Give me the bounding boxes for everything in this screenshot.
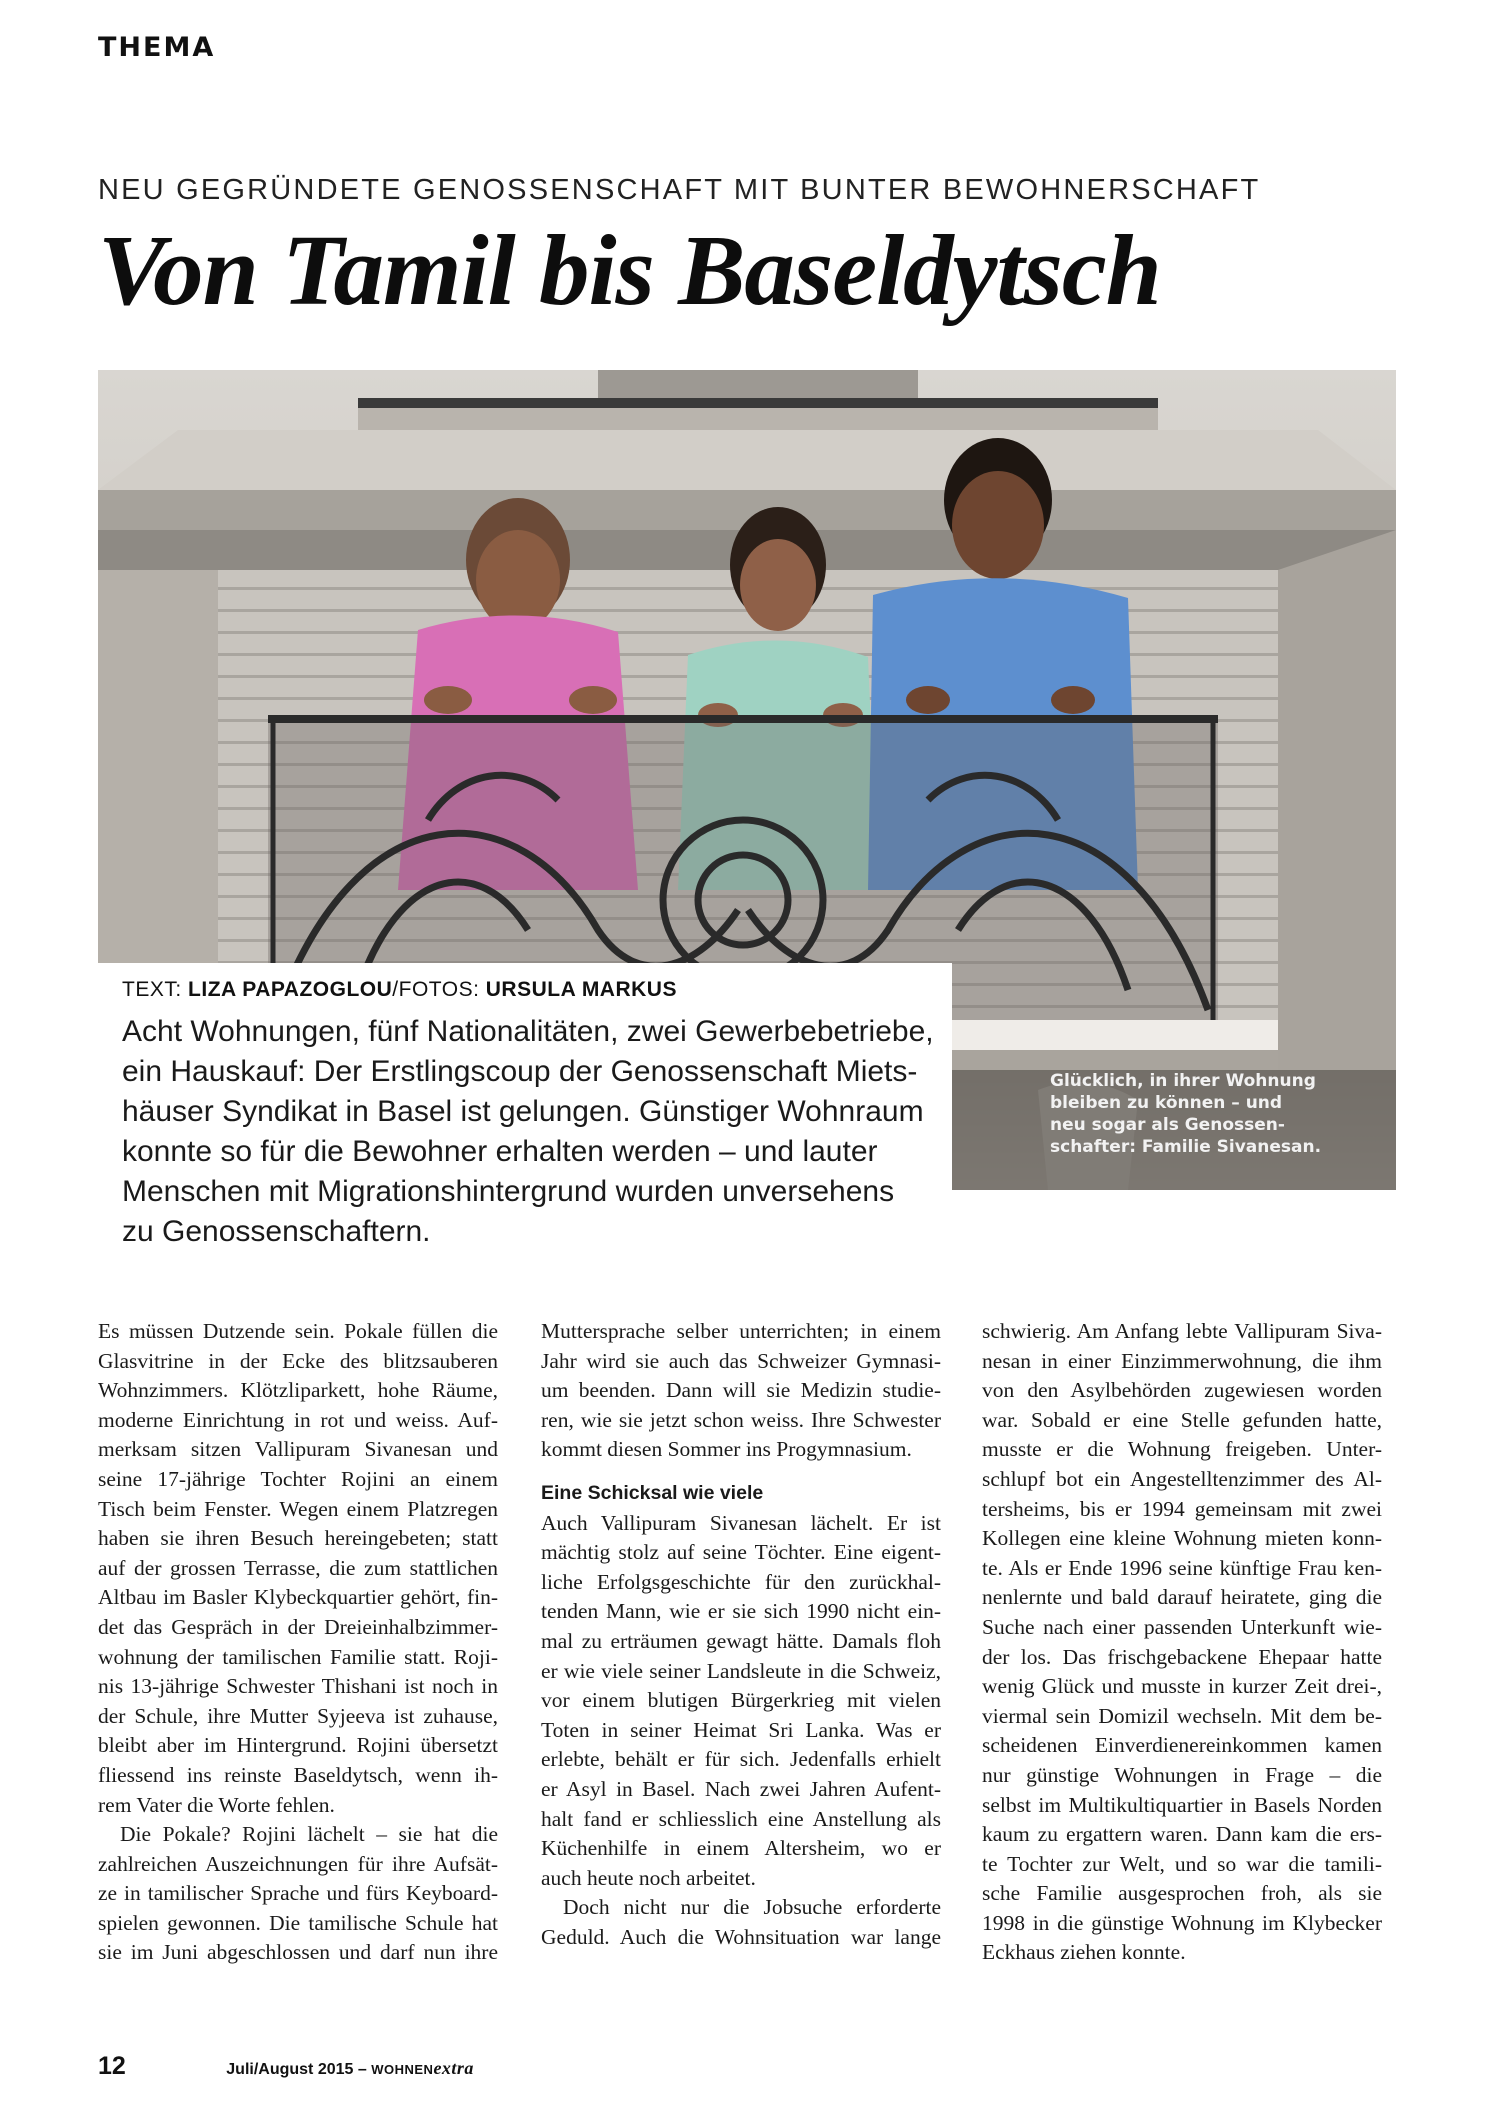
body-line: moderne Einrichtung in rot und weiss. Auf- (98, 1407, 498, 1432)
body-line: halt fand er schliesslich eine Anstellung als (541, 1806, 941, 1831)
caption-line: neu sogar als Genossen- (1050, 1115, 1285, 1135)
body-line: Muttersprache selber unterrichten; in einem (541, 1319, 941, 1343)
body-line: det das Gespräch in der Dreieinhalbzimmer- (98, 1614, 498, 1639)
byline-text-author: LIZA PAPAZOGLOU (188, 978, 393, 1001)
body-line: viermal sein Domizil wechseln. Mit dem be- (982, 1703, 1382, 1728)
lead-line: konnte so für die Bewohner erhalten werden – und lauter (122, 1135, 878, 1168)
body-line: Auch Vallipuram Sivanesan lächelt. Er ist (541, 1510, 941, 1535)
body-line: haben sie ihren Besuch hereingebeten; statt (98, 1526, 498, 1551)
body-line: kommt diesen Sommer ins Progymnasium. (541, 1437, 912, 1462)
page-footer (98, 2052, 474, 2081)
body-line: zahlreichen Auszeichnungen für ihre Aufsät- (98, 1851, 498, 1876)
body-line: ze in tamilischer Sprache und fürs Keyboard- (98, 1881, 498, 1906)
body-line: Es müssen Dutzende sein. Pokale füllen die (98, 1319, 498, 1343)
body-line: seine 17-jährige Tochter Rojini an einem (98, 1466, 498, 1491)
body-line: musste er die Wohnung freigeben. Unter- (982, 1437, 1382, 1462)
body-line: vor einem blutigen Bürgerkrieg mit vielen (541, 1688, 941, 1713)
byline (122, 978, 677, 1002)
caption-line: schafter: Familie Sivanesan. (1050, 1137, 1322, 1157)
photo-caption (1050, 1070, 1380, 1158)
byline-photo-author: URSULA MARKUS (485, 978, 677, 1001)
body-line: te Tochter zur Welt, und so war die tamili- (982, 1851, 1382, 1876)
body-line: tersheims, bis er 1994 gemeinsam mit zwei (982, 1496, 1382, 1521)
section-label: THEMA (98, 32, 216, 63)
body-line: kaum zu ergattern waren. Dann kam die ers- (982, 1822, 1382, 1847)
body-line: spielen gewonnen. Die tamilische Schule hat (98, 1910, 498, 1935)
body-line: Eckhaus ziehen konnte. (982, 1940, 1186, 1965)
body-line: tenden Mann, wie er sie sich 1990 nicht ein- (541, 1599, 941, 1624)
issue-date: Juli/August 2015 – (226, 2061, 367, 2078)
body-line: rem Vater die Worte fehlen. (98, 1792, 335, 1817)
body-line: er wie viele seiner Landsleute in die Schweiz, (541, 1658, 941, 1683)
body-line: Jahr wird sie auch das Schweizer Gymnasi- (541, 1348, 941, 1373)
body-line: Die Pokale? Rojini lächelt – sie hat die (120, 1822, 498, 1847)
page-number: 12 (98, 2052, 126, 2080)
byline-photo-label: /FOTOS: (392, 978, 480, 1001)
body-line: bleibt aber im Hintergrund. Rojini übersetzt (98, 1733, 498, 1758)
brand-part-b: extra (433, 2058, 474, 2078)
body-line: Kollegen eine kleine Wohnung mieten konn- (982, 1526, 1382, 1551)
body-line: scheidenen Einverdienereinkommen kamen (982, 1733, 1382, 1758)
body-line: erlebte, behält er für sich. Jedenfalls erhielt (541, 1747, 941, 1772)
body-line: sche Familie ausgesprochen froh, als sie (982, 1881, 1382, 1906)
body-line: von den Asylbehörden zugewiesen worden (982, 1378, 1382, 1403)
body-line: wenig Glück und musste in kurzer Zeit drei-, (982, 1674, 1382, 1699)
body-line: Altbau im Basler Klybeckquartier gehört, fin- (98, 1585, 498, 1610)
body-line: mächtig stolz auf seine Töchter. Eine eigent- (541, 1540, 941, 1565)
body-line: nenlernte und bald darauf heiratete, ging die (982, 1585, 1382, 1610)
article-headline: Von Tamil bis Baseldytsch (98, 214, 1161, 326)
magazine-brand (371, 2058, 474, 2078)
lead-line: Menschen mit Migrationshintergrund wurden unversehens (122, 1175, 895, 1208)
body-line: sie im Juni abgeschlossen und darf nun ihre (98, 1940, 498, 1965)
byline-text-label: TEXT: (122, 978, 182, 1001)
body-line: nesan in einer Einzimmerwohnung, die ihm (982, 1348, 1382, 1373)
lead-line: zu Genossenschaftern. (122, 1215, 431, 1248)
body-line: wohnung der tamilischen Familie statt. Roji- (98, 1644, 498, 1669)
body-line: te. Als er Ende 1996 seine künftige Frau ken- (982, 1555, 1382, 1580)
lead-line: häuser Syndikat in Basel ist gelungen. Günstiger Wohnraum (122, 1095, 924, 1128)
lead-line: ein Hauskauf: Der Erstlingscoup der Genossenschaft Miets- (122, 1055, 918, 1088)
body-line: mal zu erträumen gewagt hätte. Damals floh (541, 1628, 941, 1653)
brand-part-a: WOHNEN (371, 2062, 434, 2077)
body-line: ren, wie sie jetzt schon weiss. Ihre Schwester (541, 1407, 941, 1432)
body-line: auch heute noch arbeitet. (541, 1865, 756, 1890)
body-line: nur günstige Wohnungen in Frage – die (982, 1762, 1382, 1787)
body-line: nis 13-jährige Schwester Thishani ist noch in (98, 1674, 498, 1699)
body-line: war. Sobald er eine Stelle gefunden hatte, (982, 1407, 1382, 1432)
body-line: Suche nach einer passenden Unterkunft wie- (982, 1614, 1382, 1639)
body-line: Geduld. Auch die Wohnsituation war lange (541, 1924, 941, 1949)
body-line: um beenden. Dann will sie Medizin studie- (541, 1378, 941, 1403)
lead-line: Acht Wohnungen, fünf Nationalitäten, zwei Gewerbebetriebe, (122, 1015, 934, 1048)
article-kicker: NEU GEGRÜNDETE GENOSSENSCHAFT MIT BUNTER BEWOHNERSCHAFT (98, 174, 1261, 206)
body-line: Tisch beim Fenster. Wegen einem Platzregen (98, 1496, 498, 1521)
body-line: Doch nicht nur die Jobsuche erforderte (563, 1895, 941, 1920)
body-line: schlupf bot ein Angestelltenzimmer des Al- (982, 1466, 1382, 1491)
body-column-3 (982, 1317, 1382, 1968)
article-lead (122, 1012, 952, 1252)
body-line: Küchenhilfe in einem Altersheim, wo er (541, 1836, 941, 1861)
body-line: der los. Das frischgebackene Ehepaar hatte (982, 1644, 1382, 1669)
body-column-2 (541, 1317, 941, 1952)
body-line: Wohnzimmers. Klötzliparkett, hohe Räume, (98, 1378, 498, 1403)
body-line: merksam sitzen Vallipuram Sivanesan und (98, 1437, 498, 1462)
caption-line: Glücklich, in ihrer Wohnung (1050, 1071, 1316, 1091)
body-line: 1998 in die günstige Wohnung im Klybecker (982, 1910, 1382, 1935)
body-line: Glasvitrine in der Ecke des blitzsauberen (98, 1348, 498, 1373)
body-line: schwierig. Am Anfang lebte Vallipuram Siva- (982, 1319, 1382, 1343)
caption-line: bleiben zu können – und (1050, 1093, 1283, 1113)
body-line: liche Erfolgsgeschichte für den zurückhal- (541, 1569, 941, 1594)
body-line: selbst im Multikultiquartier in Basels Norden (982, 1792, 1382, 1817)
body-line: fliessend ins reinste Baseldytsch, wenn ih- (98, 1762, 498, 1787)
subheading: Eine Schicksal wie viele (541, 1481, 764, 1504)
body-line: er Asyl in Basel. Nach zwei Jahren Aufent- (541, 1776, 941, 1801)
body-line: Toten in seiner Heimat Sri Lanka. Was er (541, 1717, 941, 1742)
body-column-1 (98, 1317, 498, 1968)
body-line: auf der grossen Terrasse, die zum stattlichen (98, 1555, 498, 1580)
body-line: der Schule, ihre Mutter Syjeeva ist zuhause, (98, 1703, 498, 1728)
